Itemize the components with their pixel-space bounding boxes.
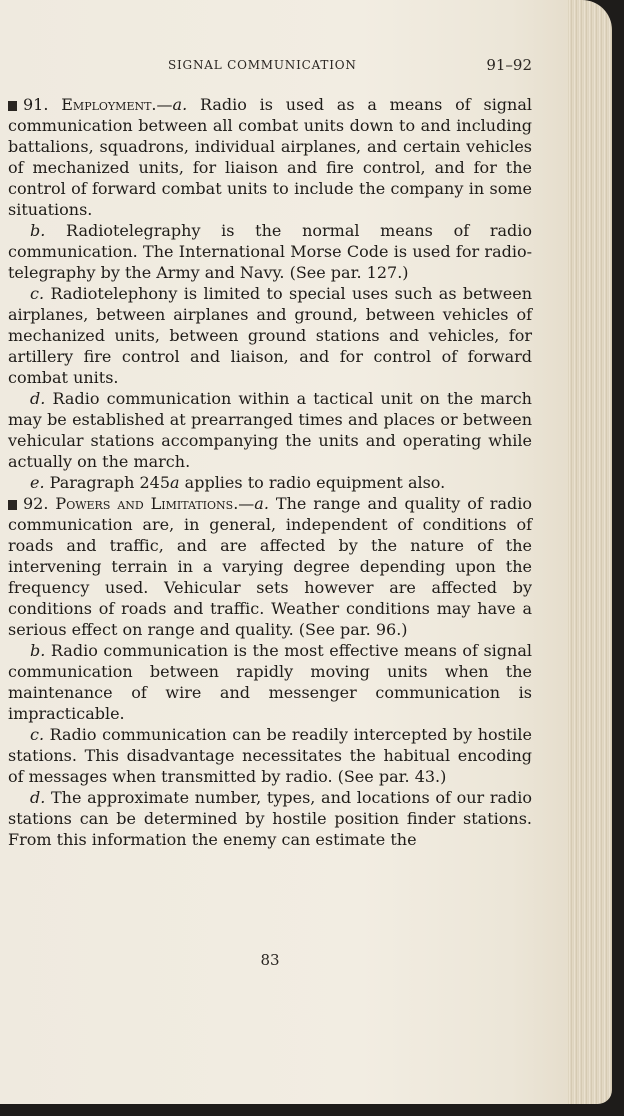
body-text <box>8 94 532 850</box>
subpara-letter: d. <box>30 389 46 408</box>
subpara-letter: b. <box>30 641 46 660</box>
page-edges <box>568 0 612 1104</box>
paragraph-text: Radio communication is the most effective means of signal communication between rapidly moving units when the maintenance of wire and messenger communication is impracticable. <box>8 641 532 723</box>
paragraph-text: applies to radio equipment also. <box>179 473 446 492</box>
subpara-letter: b. <box>30 221 46 240</box>
subpara-letter: c. <box>30 725 45 744</box>
paragraph-range: 91–92 <box>486 56 532 74</box>
subpara-letter: a. <box>172 95 188 114</box>
subpara-letter: a. <box>254 494 269 513</box>
paragraph-92b <box>8 640 532 724</box>
subpara-letter: e. <box>30 473 45 492</box>
running-head: SIGNAL COMMUNICATION <box>168 58 357 72</box>
paragraph-91e <box>8 472 532 493</box>
paragraph-92c <box>8 724 532 787</box>
section-number: 92. <box>23 494 49 513</box>
paragraph-91a: 91. Employment.—a. Radio is used as a means of signal communication between all combat units down to and including battalions, squadrons, individual airplanes, and certain vehicles of mechanized units, for liaison and fire control, and for the control of forward combat units to include the company in some situations. <box>8 95 533 219</box>
paragraph-text: The approximate number, types, and locations of our radio stations can be determined by hostile position finder stations. From this information the enemy can estimate the <box>8 788 532 849</box>
paragraph-text: Radio is used as a means of signal communication between all combat units down to and including battalions, squadrons, individual airplanes, and certain vehicles of mechanized units, for liaison and fire control, and for the control of forward combat units to include the company in some situations. <box>8 95 533 219</box>
paragraph-text: Radiotelegraphy is the normal means of radio communication. The International Morse Code is used for radio-telegraphy by the Army and Navy. (See par. 127.) <box>8 221 532 282</box>
section-marker-icon <box>8 101 17 111</box>
paragraph-92a: 92. Powers and Limitations.—a. The range and quality of radio communication are, in general, independent of conditions of roads and traffic, and are affected by the nature of the intervening terrain in a varying degree depending upon the frequency used. Vehicular sets however are affected by conditions of roads and traffic. Weather conditions may have a serious effect on range and quality. (See par. 96.) <box>8 494 532 639</box>
subpara-letter: c. <box>30 284 45 303</box>
paragraph-92d <box>8 787 532 850</box>
paragraph-91b <box>8 220 532 283</box>
paragraph-91d <box>8 388 532 472</box>
section-marker-icon <box>8 500 17 510</box>
section-number: 91. <box>23 95 49 114</box>
paragraph-text: Paragraph 245 <box>49 473 171 492</box>
paragraph-reference-letter: a <box>170 473 180 492</box>
subpara-letter: d. <box>30 788 46 807</box>
paragraph-text: Radio communication can be readily intercepted by hostile stations. This disadvantage necessitates the habitual encoding of messages when transmitted by radio. (See par. 43.) <box>8 725 532 786</box>
section-title: Powers and Limitations. <box>55 494 239 513</box>
paragraph-text: Radio communication within a tactical unit on the march may be established at prearranged times and places or between vehicular stations accompanying the units and operating while actually on the march. <box>8 389 532 471</box>
page-header <box>8 56 532 78</box>
section-title: Employment. <box>61 95 157 114</box>
paragraph-91c <box>8 283 532 388</box>
paragraph-text: The range and quality of radio communication are, in general, independent of conditions of roads and traffic, and are affected by the nature of the intervening terrain in a varying degree depending upon the frequency used. Vehicular sets however are affected by conditions of roads and traffic. Weather conditions may have a serious effect on range and quality. (See par. 96.) <box>8 494 532 639</box>
paragraph-text: Radiotelephony is limited to special uses such as between airplanes, between airplanes and ground, between vehicles of mechanized units, between ground stations and vehicles, for artillery fire control and liaison, and for control of forward combat units. <box>8 284 532 387</box>
page-number: 83 <box>260 951 280 969</box>
